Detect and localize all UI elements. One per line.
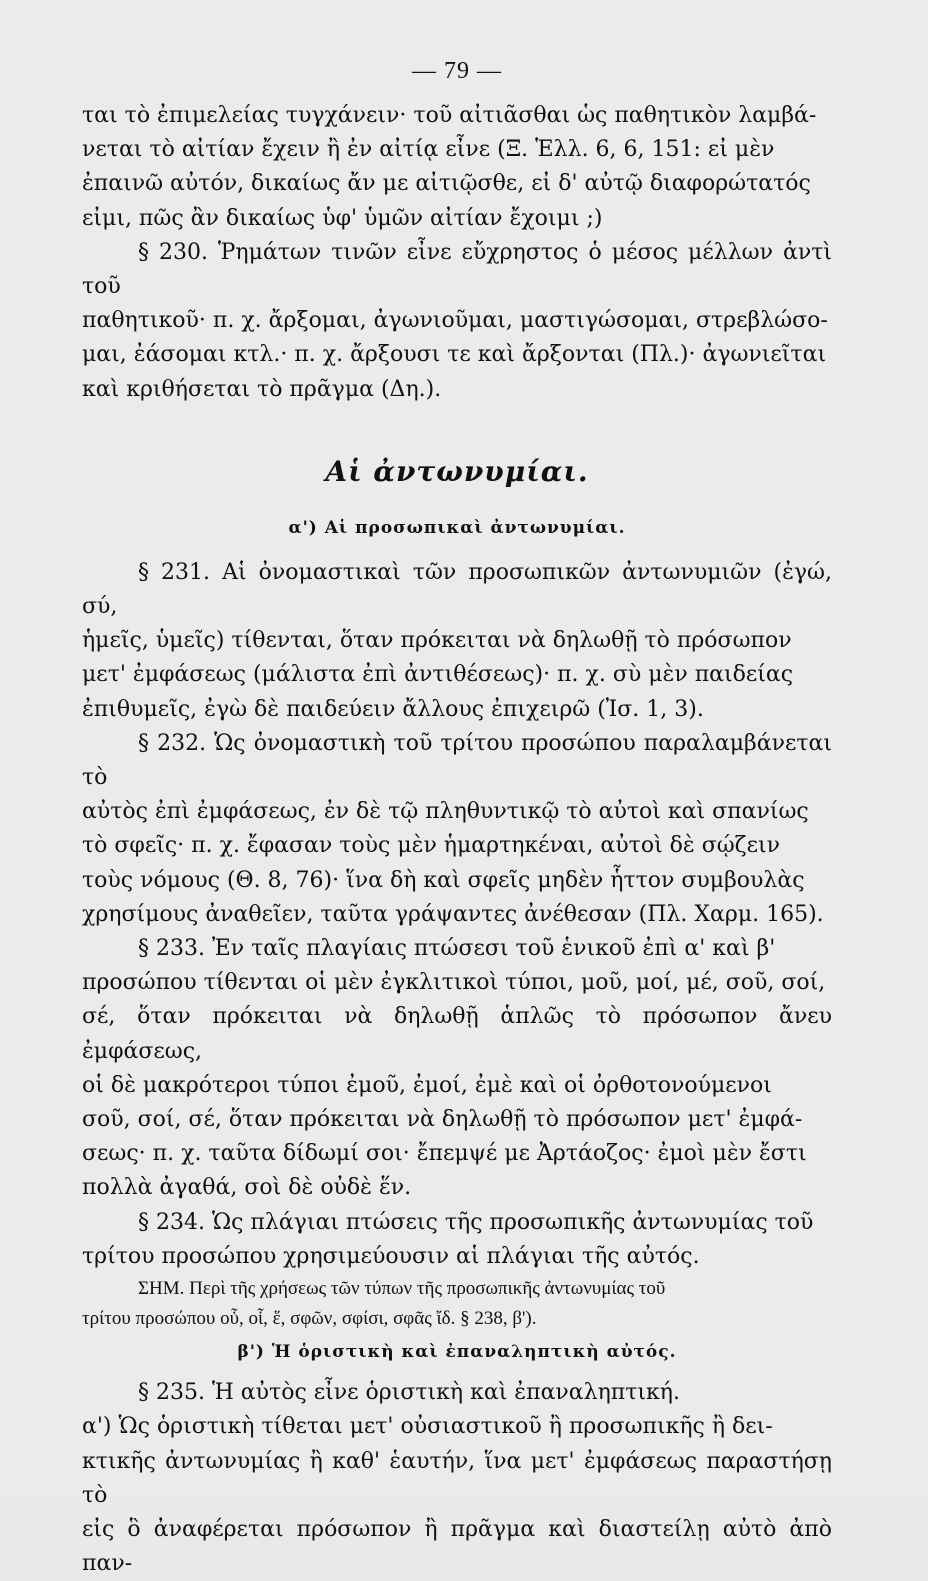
note-line: τρίτου προσώπου οὗ, οἷ, ἕ, σφῶν, σφίσι, σφᾶς ἴδ. § 238, β').	[82, 1308, 537, 1330]
text-line: ἐπαινῶ αὐτόν, δικαίως ἄν με αἰτιῷσθε, εἰ δ' αὐτῷ διαφορώτατός	[82, 171, 811, 197]
text-line: καὶ κριθήσεται τὸ πρᾶγμα (Δη.).	[82, 376, 442, 402]
text-line: § 230. Ῥημάτων τινῶν εἶνε εὔχρηστος ὁ μέσος μέλλων ἀντὶ τοῦ	[82, 239, 832, 300]
text-line: ται τὸ ἐπιμελείας τυγχάνειν· τοῦ αἰτιᾶσθαι ὡς παθητικὸν λαμβά-	[82, 103, 817, 128]
text-line: κτικῆς ἀντωνυμίας ἢ καθ' ἑαυτήν, ἵνα μετ' ἐμφάσεως παραστήσῃ τὸ	[82, 1448, 832, 1508]
paragraph-232	[82, 727, 832, 932]
text-line: ἡμεῖς, ὑμεῖς) τίθενται, ὅταν πρόκειται νὰ δηλωθῇ τὸ πρόσωπον	[82, 628, 792, 654]
text-line: σεως· π. χ. ταῦτα δίδωμί σοι· ἔπεμψέ με Ἀρτάοζος· ἐμοὶ μὲν ἔστι	[82, 1141, 807, 1167]
paragraph-234	[82, 1206, 832, 1274]
text-line: § 233. Ἐν ταῖς πλαγίαις πτώσεσι τοῦ ἑνικοῦ ἐπὶ α' καὶ β'	[138, 936, 776, 962]
paragraph-231	[82, 556, 832, 727]
text-line: μαι, ἐάσομαι κτλ.· π. χ. ἄρξουσι τε καὶ ἄρξονται (Πλ.)· ἀγωνιεῖται	[82, 342, 827, 368]
text-line: α') Ὡς ὁριστικὴ τίθεται μετ' οὐσιαστικοῦ ἢ προσωπικῆς ἢ δει-	[82, 1414, 773, 1440]
text-line: εἰμι, πῶς ἂν δικαίως ὑφ' ὑμῶν αἰτίαν ἔχοιμι ;)	[82, 205, 603, 231]
text-line: μετ' ἐμφάσεως (μάλιστα ἐπὶ ἀντιθέσεως)· π. χ. σὺ μὲν παιδείας	[82, 662, 794, 688]
text-line: προσώπου τίθενται οἱ μὲν ἐγκλιτικοὶ τύποι, μοῦ, μοί, μέ, σοῦ, σοί,	[82, 970, 826, 996]
text-line: σοῦ, σοί, σέ, ὅταν πρόκειται νὰ δηλωθῇ τὸ πρόσωπον μετ' ἐμφά-	[82, 1107, 803, 1133]
text-line: οἱ δὲ μακρότεροι τύποι ἐμοῦ, ἐμοί, ἐμὲ καὶ οἱ ὀρθοτονούμενοι	[82, 1072, 772, 1098]
text-line: § 234. Ὡς πλάγιαι πτώσεις τῆς προσωπικῆς ἀντωνυμίας τοῦ	[138, 1209, 814, 1235]
text-line: σέ, ὅταν πρόκειται νὰ δηλωθῇ ἁπλῶς τὸ πρόσωπον ἄνευ ἐμφάσεως,	[82, 1004, 832, 1064]
text-line: εἰς ὃ ἀναφέρεται πρόσωπον ἢ πρᾶγμα καὶ διαστείλῃ αὐτὸ ἀπὸ παν-	[82, 1516, 832, 1577]
paragraph-230	[82, 236, 832, 407]
text-line: τὸ σφεῖς· π. χ. ἔφασαν τοὺς μὲν ἡμαρτηκέναι, αὐτοὶ δὲ σῴζειν	[82, 833, 781, 859]
text-line: § 231. Αἱ ὀνομαστικαὶ τῶν προσωπικῶν ἀντωνυμιῶν (ἐγώ, σύ,	[82, 559, 832, 620]
text-line: πολλὰ ἀγαθά, σοὶ δὲ οὐδὲ ἕν.	[82, 1175, 412, 1201]
text-line: § 235. Ἡ αὐτὸς εἶνε ὁριστικὴ καὶ ἐπαναληπτική.	[138, 1380, 680, 1406]
text-line: χρησίμους ἀναθεῖεν, ταῦτα γράψαντες ἀνέθεσαν (Πλ. Χαρμ. 165).	[82, 901, 824, 927]
text-line: νεται τὸ αἰτίαν ἔχειν ἢ ἐν αἰτίᾳ εἶνε (Ξ. Ἑλλ. 6, 6, 151: εἰ μὲν	[82, 137, 775, 163]
section-heading: Αἱ ἀντωνυμίαι.	[325, 454, 589, 488]
text-line: § 232. Ὡς ὀνομαστικὴ τοῦ τρίτου προσώπου παραλαμβάνεται τὸ	[82, 730, 832, 791]
text-line: ἐπιθυμεῖς, ἐγὼ δὲ παιδεύειν ἄλλους ἐπιχειρῶ (Ἰσ. 1, 3).	[82, 696, 704, 722]
page-number: — 79 —	[412, 58, 502, 84]
subsection-heading-2: β') Ἡ ὁριστικὴ καὶ ἐπαναληπτικὴ αὐτός.	[237, 1342, 677, 1363]
subsection-heading: α') Αἱ προσωπικαὶ ἀντωνυμίαι.	[288, 517, 626, 538]
text-line: αὐτὸς ἐπὶ ἐμφάσεως, ἐν δὲ τῷ πληθυντικῷ τὸ αὐτοὶ καὶ σπανίως	[82, 799, 809, 825]
paragraph-233	[82, 932, 832, 1206]
text-line: παθητικοῦ· π. χ. ἄρξομαι, ἀγωνιοῦμαι, μαστιγώσομαι, στρεβλώσο-	[82, 308, 828, 334]
text-line: τοὺς νόμους (Θ. 8, 76)· ἵνα δὴ καὶ σφεῖς μηδὲν ἧττον συμβουλὰς	[82, 867, 805, 893]
note-line: ΣΗΜ. Περὶ τῆς χρήσεως τῶν τύπων τῆς προσωπικῆς ἀντωνυμίας τοῦ	[138, 1278, 666, 1300]
paragraph-235	[82, 1376, 832, 1581]
note-block	[82, 1274, 832, 1334]
text-line: τρίτου προσώπου χρησιμεύουσιν αἱ πλάγιαι τῆς αὐτός.	[82, 1243, 700, 1269]
paragraph-continuation	[82, 99, 832, 236]
